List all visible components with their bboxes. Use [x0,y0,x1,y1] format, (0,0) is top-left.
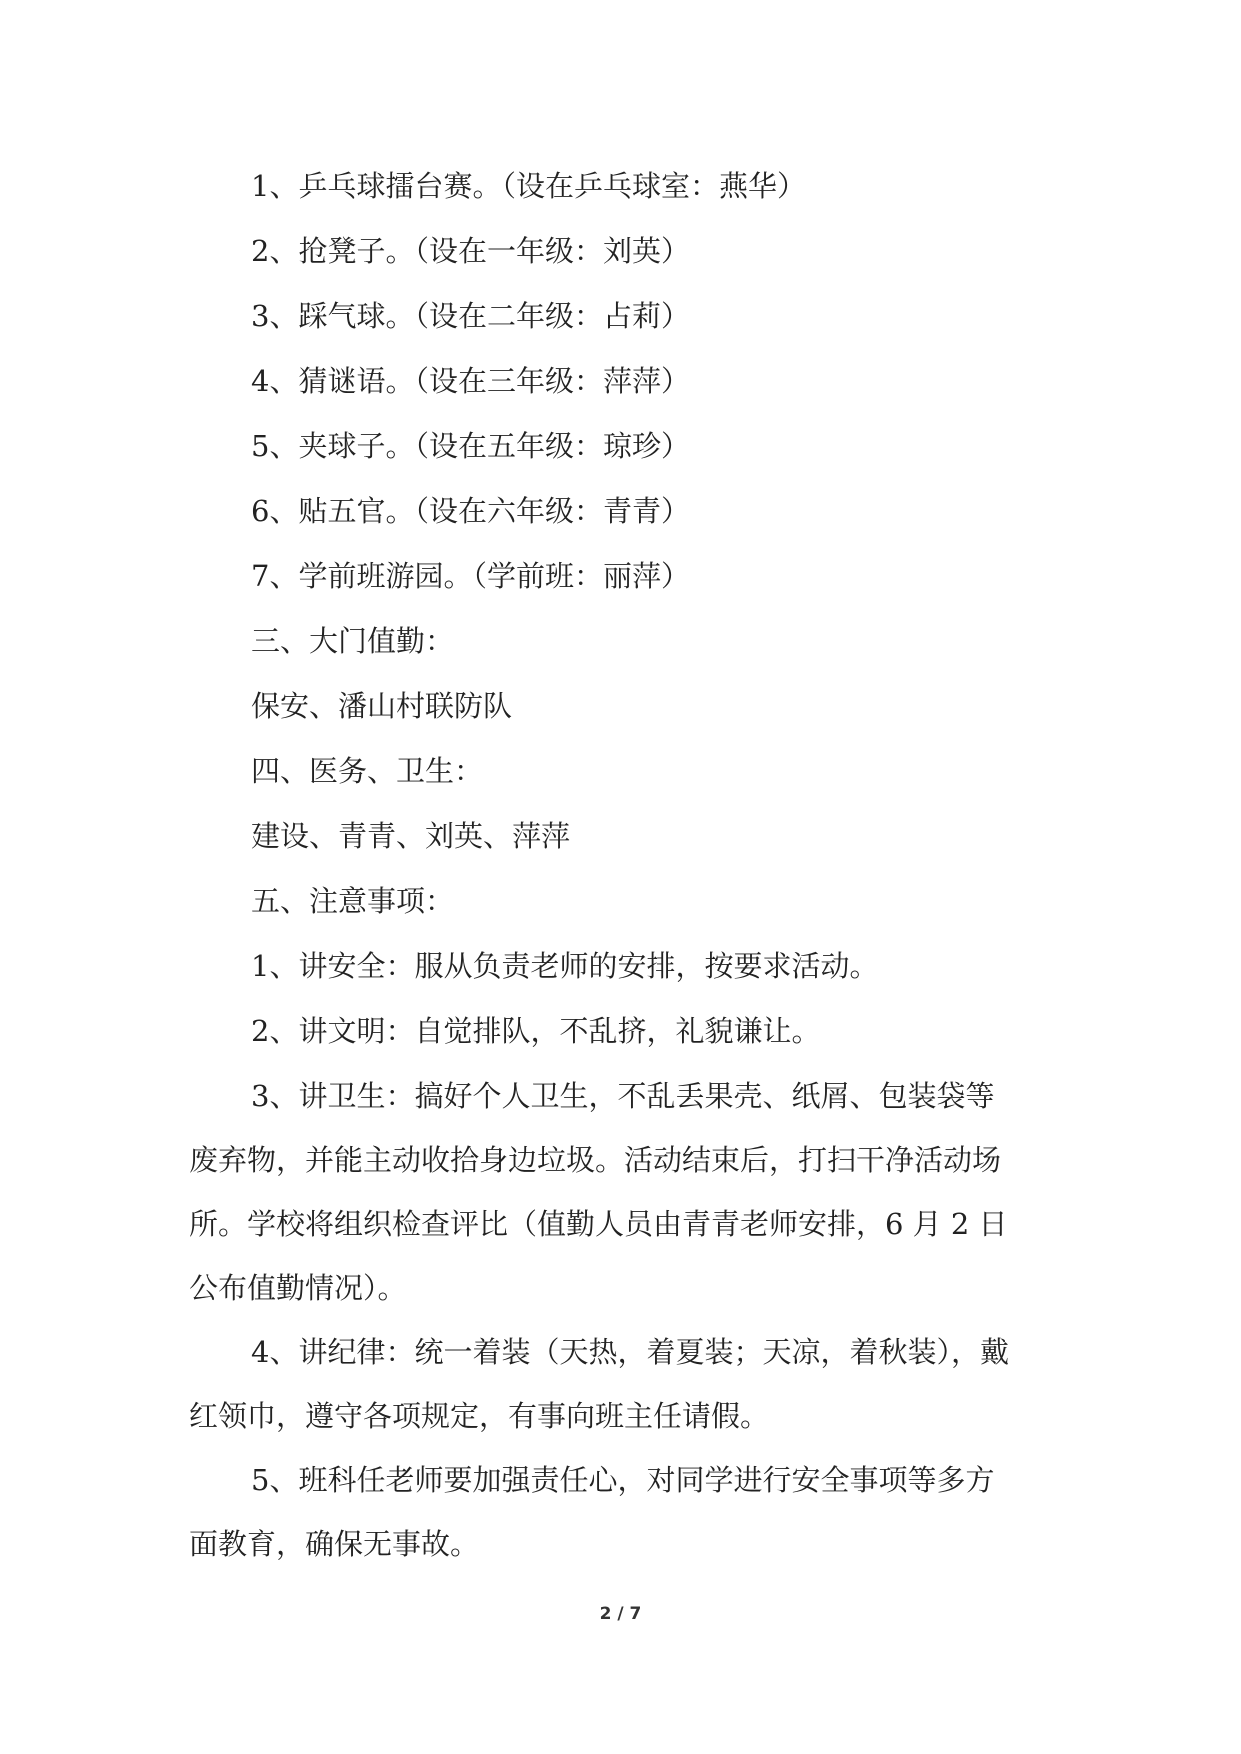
section-3-heading: 三、大门值勤： [251,624,455,658]
section-3-body: 保安、潘山村联防队 [251,689,513,723]
notice-item-2: 2、讲文明：自觉排队，不乱挤，礼貌谦让。 [251,1014,821,1048]
notice-item-4-line-2: 红领巾，遵守各项规定，有事向班主任请假。 [189,1399,770,1433]
notice-item-5 [189,1448,1059,1576]
document-body [189,154,1059,1576]
activity-item-1: 1、乒乓球擂台赛。（设在乒乓球室：燕华） [251,169,806,203]
activity-item-5: 5、夹球子。（设在五年级：琼珍） [251,429,690,463]
section-4-heading: 四、医务、卫生： [251,754,484,788]
activity-item-6: 6、贴五官。（设在六年级：青青） [251,494,690,528]
notice-item-3 [189,1064,1059,1320]
notice-item-4-line-1: 4、讲纪律：统一着装（天热，着夏装；天凉，着秋装），戴 [251,1335,1009,1369]
notice-item-5-line-1: 5、班科任老师要加强责任心，对同学进行安全事项等多方 [251,1463,995,1497]
notice-item-4 [189,1320,1059,1448]
notice-item-3-line-2: 废弃物，并能主动收拾身边垃圾。活动结束后，打扫干净活动场 [189,1143,1002,1177]
activity-item-4: 4、猜谜语。（设在三年级：萍萍） [251,364,690,398]
notice-item-3-line-3: 所。学校将组织检查评比（值勤人员由青青老师安排，6 月 2 日 [189,1207,1008,1241]
activity-item-7: 7、学前班游园。（学前班：丽萍） [251,559,690,593]
activity-item-3: 3、踩气球。（设在二年级：占莉） [251,299,690,333]
notice-item-3-line-4: 公布值勤情况）。 [189,1271,407,1305]
activity-item-2: 2、抢凳子。（设在一年级：刘英） [251,234,690,268]
page-number: 2 / 7 [599,1604,642,1624]
section-5-heading: 五、注意事项： [251,884,455,918]
notice-item-3-line-1: 3、讲卫生：搞好个人卫生，不乱丢果壳、纸屑、包装袋等 [251,1079,995,1113]
notice-item-5-line-2: 面教育，确保无事故。 [189,1527,480,1561]
section-4-body: 建设、青青、刘英、萍萍 [251,819,571,853]
notice-item-1: 1、讲安全：服从负责老师的安排，按要求活动。 [251,949,879,983]
